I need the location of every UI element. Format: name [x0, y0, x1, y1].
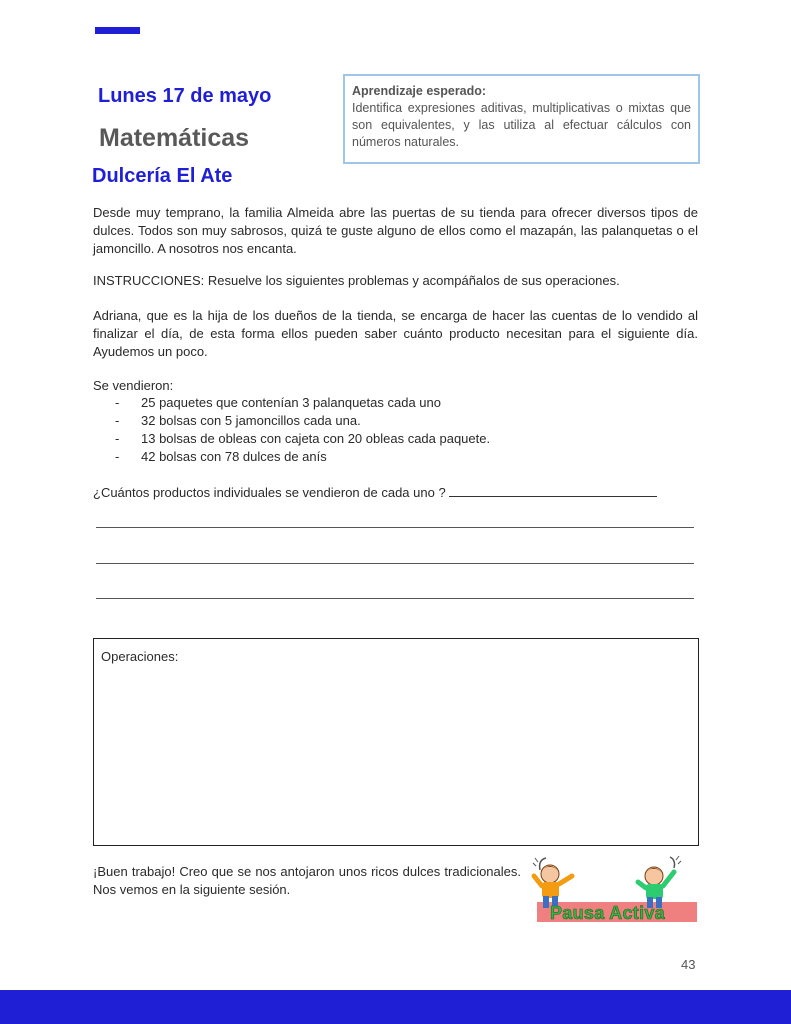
- lesson-title: Dulcería El Ate: [92, 165, 233, 187]
- question-line: [93, 484, 657, 502]
- learning-objective-text: Identifica expresiones aditivas, multiplicativas o mixtas que son equivalentes, y las utiliza al efectuar cálculos con números naturales.: [352, 101, 691, 149]
- pausa-activa-badge: [520, 852, 700, 932]
- bottom-accent-bar: [0, 990, 791, 1024]
- learning-objective-box: [343, 74, 700, 164]
- list-item: - 32 bolsas con 5 jamoncillos cada una.: [115, 412, 490, 430]
- answer-line[interactable]: [96, 563, 694, 564]
- list-item: - 42 bolsas con 78 dulces de anís: [115, 448, 490, 466]
- answer-blank[interactable]: [449, 484, 657, 497]
- lesson-date: Lunes 17 de mayo: [98, 85, 272, 107]
- operations-box[interactable]: [93, 638, 699, 846]
- list-item: - 13 bolsas de obleas con cajeta con 20 obleas cada paquete.: [115, 430, 490, 448]
- operations-label: Operaciones:: [101, 649, 179, 664]
- answer-line[interactable]: [96, 598, 694, 599]
- subject-title: Matemáticas: [99, 124, 250, 152]
- top-accent-bar: [95, 27, 140, 34]
- intro-paragraph: Desde muy temprano, la familia Almeida abre las puertas de su tienda para ofrecer diversos tipos de dulces. Todos son muy sabrosos, quizá te guste alguno de ellos como el mazapán, las palanquetas o el jamoncillo. A nosotros nos encanta.: [93, 205, 698, 256]
- answer-line[interactable]: [96, 527, 694, 528]
- badge-text: Pausa Activa: [550, 903, 665, 923]
- learning-objective-title: Aprendizaje esperado:: [352, 84, 487, 98]
- sales-list: [115, 394, 490, 466]
- page-number: 43: [681, 957, 696, 972]
- list-item: - 25 paquetes que contenían 3 palanquetas cada uno: [115, 394, 490, 412]
- instructions-paragraph: INSTRUCCIONES: Resuelve los siguientes problemas y acompáñalos de sus operaciones.: [93, 273, 620, 288]
- context-paragraph: Adriana, que es la hija de los dueños de la tienda, se encarga de hacer las cuentas de lo vendido al finalizar el día, de esta forma ellos pueden saber cuánto producto necesitan para el siguiente día. Ayudemos un poco.: [93, 308, 698, 359]
- closing-paragraph: ¡Buen trabajo! Creo que se nos antojaron unos ricos dulces tradicionales. Nos vemos en la siguiente sesión.: [93, 864, 521, 897]
- question-text: ¿Cuántos productos individuales se vendieron de cada uno ?: [93, 485, 446, 500]
- sold-label: Se vendieron:: [93, 378, 174, 393]
